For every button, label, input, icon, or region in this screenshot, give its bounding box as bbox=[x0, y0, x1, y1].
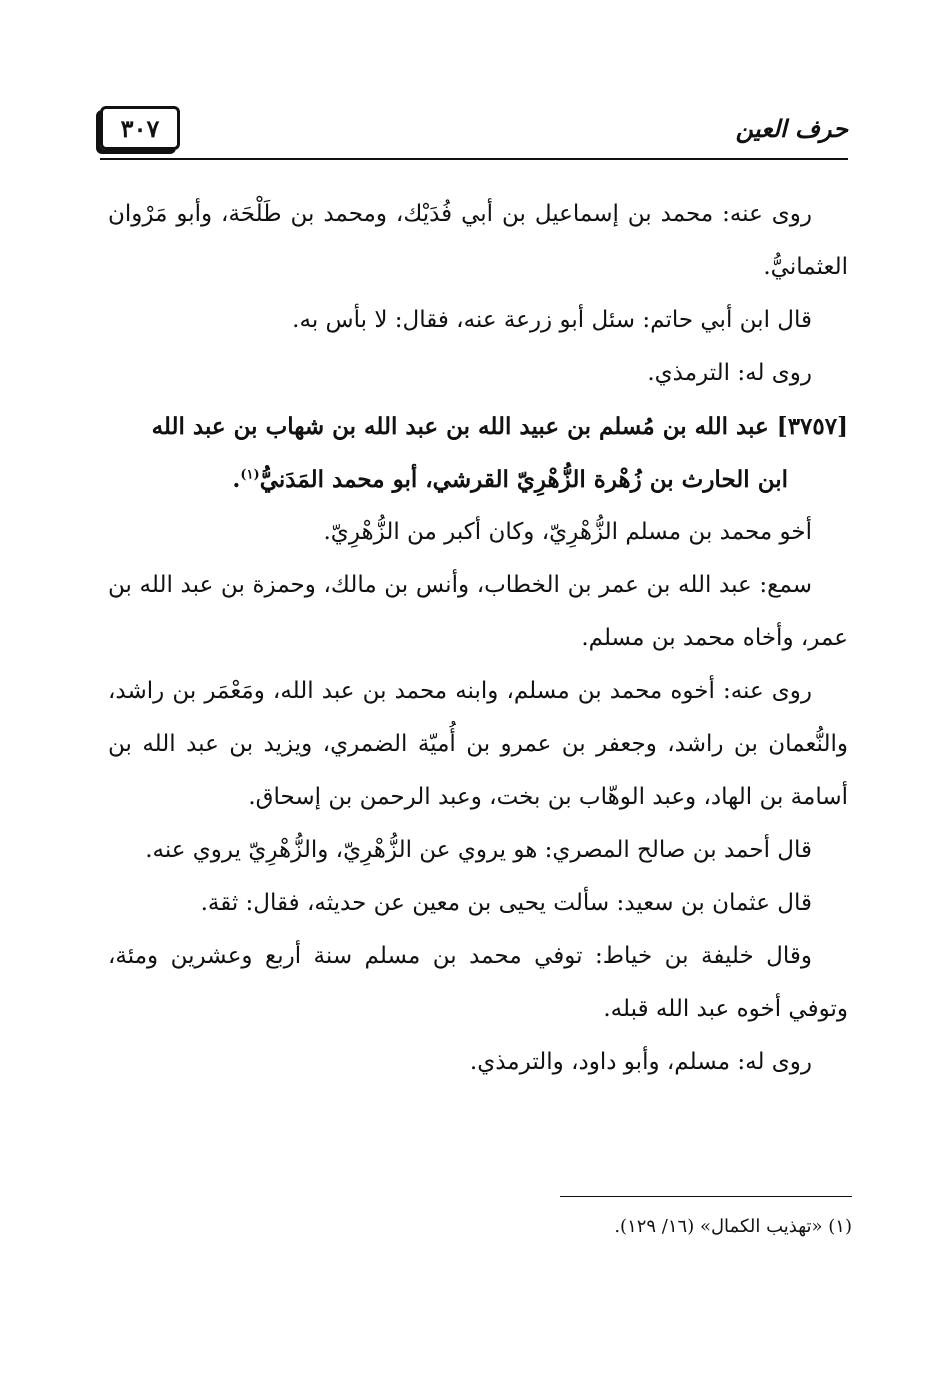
entry-heading bbox=[108, 400, 848, 506]
paragraph-ahmad-ibn-salih: قال أحمد بن صالح المصري: هو يروي عن الزُّهْرِيّ، والزُّهْرِيّ يروي عنه. bbox=[145, 837, 812, 863]
paragraph-heard-from: سمع: عبد الله بن عمر بن الخطاب، وأنس بن مالك، وحمزة بن عبد الله بن عمر، وأخاه محمد بن مسلم. bbox=[108, 572, 848, 651]
paragraph-uthman-ibn-said: قال عثمان بن سعيد: سألت يحيى بن معين عن حديثه، فقال: ثقة. bbox=[200, 890, 812, 916]
paragraph-narrators-from-2: روى عنه: أخوه محمد بن مسلم، وابنه محمد بن عبد الله، ومَعْمَر بن راشد، والنُّعمان بن راشد، وجعفر بن عمرو بن أُميّة الضمري، ويزيد بن عبد الله بن أسامة بن الهاد، وعبد الوهّاب بن بخت، وعبد الرحمن بن إسحاق. bbox=[108, 678, 848, 810]
paragraph-khalifa-ibn-khayyat: وقال خليفة بن خياط: توفي محمد بن مسلم سنة أربع وعشرين ومئة، وتوفي أخوه عبد الله قبله. bbox=[108, 943, 848, 1022]
paragraph-narrated-by-2: روى له: مسلم، وأبو داود، والترمذي. bbox=[469, 1049, 812, 1075]
entry-name-line1: عبد الله بن مُسلم بن عبيد الله بن عبد الله بن شهاب بن عبد الله bbox=[151, 413, 769, 440]
page-number: ٣٠٧ bbox=[100, 106, 180, 150]
entry-end: . bbox=[232, 466, 241, 493]
paragraph-narrators-from: روى عنه: محمد بن إسماعيل بن أبي فُدَيْك، ومحمد بن طَلْحَة، وأبو مَرْوان العثمانيُّ. bbox=[108, 201, 848, 280]
footnote-rule bbox=[560, 1196, 852, 1197]
paragraph-ibn-abi-hatim: قال ابن أبي حاتم: سئل أبو زرعة عنه، فقال: لا بأس به. bbox=[292, 307, 812, 333]
running-title: حرف العين bbox=[735, 114, 848, 143]
footnote-marker[interactable]: (١) bbox=[240, 467, 260, 483]
footnote-1: (١) «تهذيب الكمال» (١٦/ ١٢٩). bbox=[614, 1216, 852, 1237]
entry-number: [٣٧٥٧] bbox=[776, 413, 848, 440]
entry-name-line2-wrap bbox=[108, 453, 848, 506]
page-body bbox=[108, 188, 848, 1089]
paragraph-narrated-by: روى له: الترمذي. bbox=[647, 360, 812, 386]
header-rule bbox=[100, 158, 848, 160]
page-header bbox=[100, 100, 848, 162]
entry-name-line2: ابن الحارث بن زُهْرة الزُّهْرِيّ القرشي، أبو محمد المَدَنيُّ bbox=[259, 466, 788, 493]
paragraph-brother: أخو محمد بن مسلم الزُّهْرِيّ، وكان أكبر من الزُّهْرِيّ. bbox=[323, 519, 812, 545]
